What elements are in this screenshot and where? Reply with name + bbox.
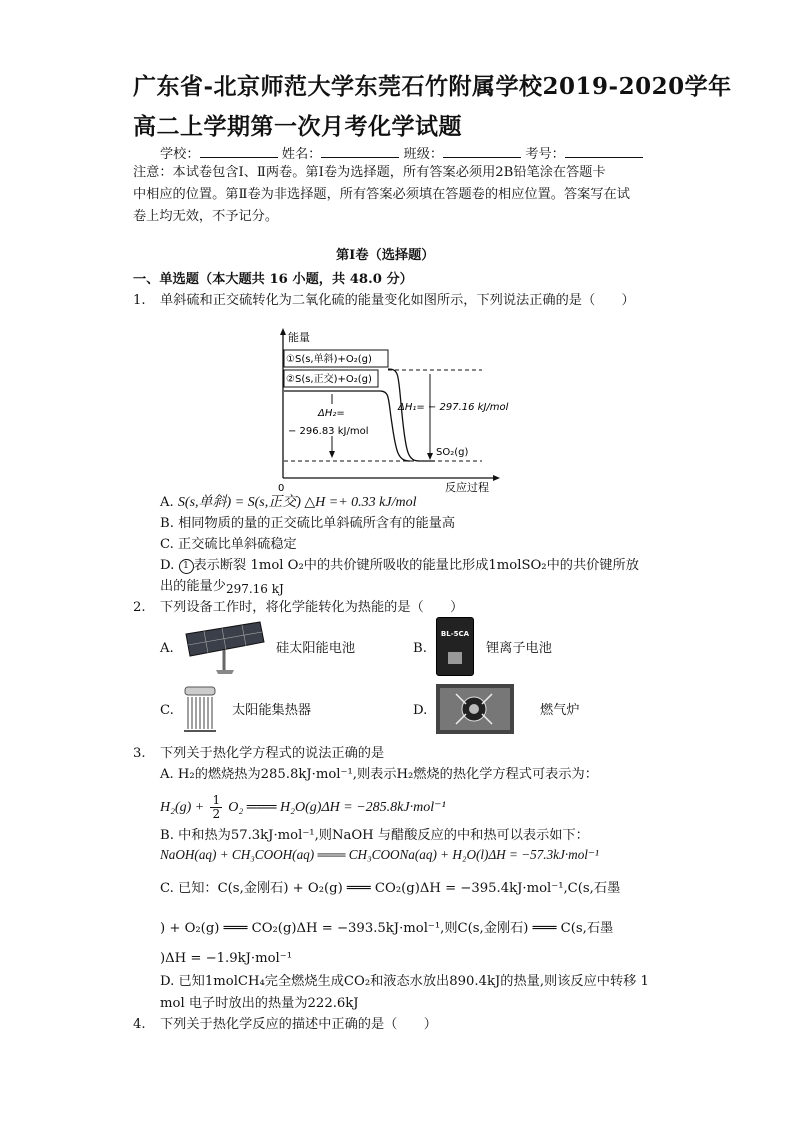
q2-option-b-letter[interactable]: B. bbox=[413, 641, 427, 656]
q1-a-letter: A. bbox=[160, 495, 174, 510]
battery-icon bbox=[436, 617, 474, 676]
battery-text: BL-5CA bbox=[440, 630, 470, 638]
gas-stove-icon bbox=[436, 684, 514, 734]
solar-panel-icon bbox=[180, 620, 265, 676]
q1-option-b[interactable]: B. 相同物质的量的正交硫比单斜硫所含有的能量高 bbox=[160, 516, 456, 531]
name-blank[interactable] bbox=[321, 145, 399, 158]
q3-b-equation: NaOH(aq) + CH₃COOH(aq) ═══ CH₃COONa(aq) + H₂O(l)ΔH = −57.3kJ·mol⁻¹ bbox=[160, 847, 599, 862]
q4-stem: 下列关于热化学反应的描述中正确的是（ ） bbox=[160, 1017, 437, 1032]
battery-chip bbox=[448, 652, 462, 664]
so2-label: SO₂(g) bbox=[436, 447, 469, 458]
q1-number: 1. bbox=[133, 293, 146, 308]
q1-option-d[interactable] bbox=[160, 557, 639, 575]
dh1-label: ΔH₁= − 297.16 kJ/mol bbox=[398, 402, 509, 413]
origin-label: 0 bbox=[278, 483, 285, 494]
level2-label: ②S(s,正交)+O₂(g) bbox=[286, 374, 372, 385]
q2-option-a-letter[interactable]: A. bbox=[160, 641, 174, 656]
x-axis-label: 反应过程 bbox=[445, 481, 489, 494]
number-label: 考号： bbox=[525, 147, 565, 162]
exam-title-line2: 高二上学期第一次月考化学试题 bbox=[133, 113, 462, 140]
solar-heater-icon bbox=[180, 685, 220, 735]
number-blank[interactable] bbox=[565, 145, 643, 158]
q2-b-label: 锂离子电池 bbox=[486, 641, 552, 656]
energy-diagram bbox=[270, 324, 520, 494]
class-label: 班级： bbox=[403, 147, 444, 162]
q2-a-label: 硅太阳能电池 bbox=[276, 641, 356, 656]
fraction-num: 1 bbox=[212, 793, 221, 807]
q3-c-line2: ) + O₂(g) ═══ CO₂(g)ΔH = −393.5kJ·mol⁻¹,则C(s,金刚石) ═══ C(s,石墨 bbox=[160, 921, 614, 936]
q3-option-a[interactable]: A. H₂的燃烧热为285.8kJ·mol⁻¹,则表示H₂燃烧的热化学方程式可表示为： bbox=[160, 767, 598, 782]
q3-option-c[interactable]: C. 已知：C(s,金刚石) + O₂(g) ═══ CO₂(g)ΔH = −395.4kJ·mol⁻¹,C(s,石墨 bbox=[160, 881, 621, 896]
q1-a-text: S(s,单斜) = S(s,正交) △H =+ 0.33 kJ/mol bbox=[177, 495, 417, 510]
q1-d-text2: 出的能量少 bbox=[160, 579, 226, 594]
dh1-arrowhead bbox=[427, 453, 433, 460]
q4-number: 4. bbox=[133, 1017, 146, 1032]
q1-d-letter: D. bbox=[160, 558, 175, 573]
q2-c-label: 太阳能集热器 bbox=[232, 703, 312, 718]
q1-d-text1: 表示断裂 1mol O₂中的共价键所吸收的能量比形成1molSO₂中的共价键所放 bbox=[193, 558, 639, 573]
q3-stem: 下列关于热化学方程式的说法正确的是 bbox=[160, 746, 385, 761]
q3-a-eq-right: O₂ ═══ H₂O(g)ΔH = −285.8kJ·mol⁻¹ bbox=[228, 800, 446, 815]
q2-option-c-letter[interactable]: C. bbox=[160, 703, 174, 718]
level1-label: ①S(s,单斜)+O₂(g) bbox=[286, 354, 372, 365]
notice-line3: 卷上均无效，不予记分。 bbox=[133, 209, 279, 224]
q3-a-eq-left: H₂(g) + bbox=[160, 800, 205, 815]
q1-option-c[interactable]: C. 正交硫比单斜硫稳定 bbox=[160, 537, 297, 552]
notice-line2: 中相应的位置。第Ⅱ卷为非选择题，所有答案必须填在答题卷的相应位置。答案写在试 bbox=[133, 187, 630, 202]
notice-line1: 注意：本试卷包含Ⅰ、Ⅱ两卷。第Ⅰ卷为选择题，所有答案必须用2B铅笔涂在答题卡 bbox=[133, 165, 606, 180]
q3-option-d[interactable]: D. 已知1molCH₄完全燃烧生成CO₂和液态水放出890.4kJ的热量,则该反应中转移 1 bbox=[160, 974, 649, 989]
q3-d-line2: mol 电子时放出的热量为222.6kJ bbox=[160, 996, 359, 1011]
q3-number: 3. bbox=[133, 746, 146, 761]
dh2-arrowhead bbox=[329, 451, 335, 458]
school-label: 学校： bbox=[160, 147, 200, 162]
q3-c-line3: )ΔH = −1.9kJ·mol⁻¹ bbox=[160, 951, 293, 966]
circle-one-icon bbox=[179, 559, 194, 574]
q1-stem: 单斜硫和正交硫转化为二氧化硫的能量变化如图所示，下列说法正确的是（ ） bbox=[160, 293, 635, 308]
student-info-line bbox=[160, 145, 643, 164]
fraction-den: 2 bbox=[212, 807, 221, 821]
q2-stem: 下列设备工作时，将化学能转化为热能的是（ ） bbox=[160, 600, 464, 615]
class-blank[interactable] bbox=[443, 145, 521, 158]
y-axis-label: 能量 bbox=[288, 331, 310, 344]
name-label: 姓名： bbox=[281, 147, 322, 162]
q1-d-value: 297.16 kJ bbox=[225, 582, 284, 596]
y-axis-arrow bbox=[280, 328, 286, 335]
q2-d-label: 燃气炉 bbox=[540, 703, 580, 718]
q3-a-equation bbox=[160, 794, 446, 821]
fraction-half bbox=[210, 794, 222, 821]
x-axis-arrow bbox=[493, 475, 500, 481]
section-title: 第Ⅰ卷（选择题） bbox=[336, 248, 435, 263]
q3-option-b[interactable]: B. 中和热为57.3kJ·mol⁻¹,则NaOH 与醋酸反应的中和热可以表示如下： bbox=[160, 828, 589, 843]
q1-option-d-cont bbox=[160, 578, 284, 598]
curve1 bbox=[388, 369, 435, 461]
school-blank[interactable] bbox=[200, 145, 278, 158]
part-heading: 一、单选题（本大题共 16 小题，共 48.0 分） bbox=[133, 272, 413, 287]
exam-title-line1: 广东省-北京师范大学东莞石竹附属学校2019-2020学年 bbox=[133, 73, 732, 100]
q2-option-d-letter[interactable]: D. bbox=[413, 703, 428, 718]
q2-number: 2. bbox=[133, 600, 146, 615]
dh2-label-b: − 296.83 kJ/mol bbox=[288, 426, 369, 437]
q1-option-a[interactable] bbox=[160, 494, 417, 512]
circle-number: 1 bbox=[183, 561, 189, 571]
dh2-label-a: ΔH₂= bbox=[318, 408, 345, 419]
